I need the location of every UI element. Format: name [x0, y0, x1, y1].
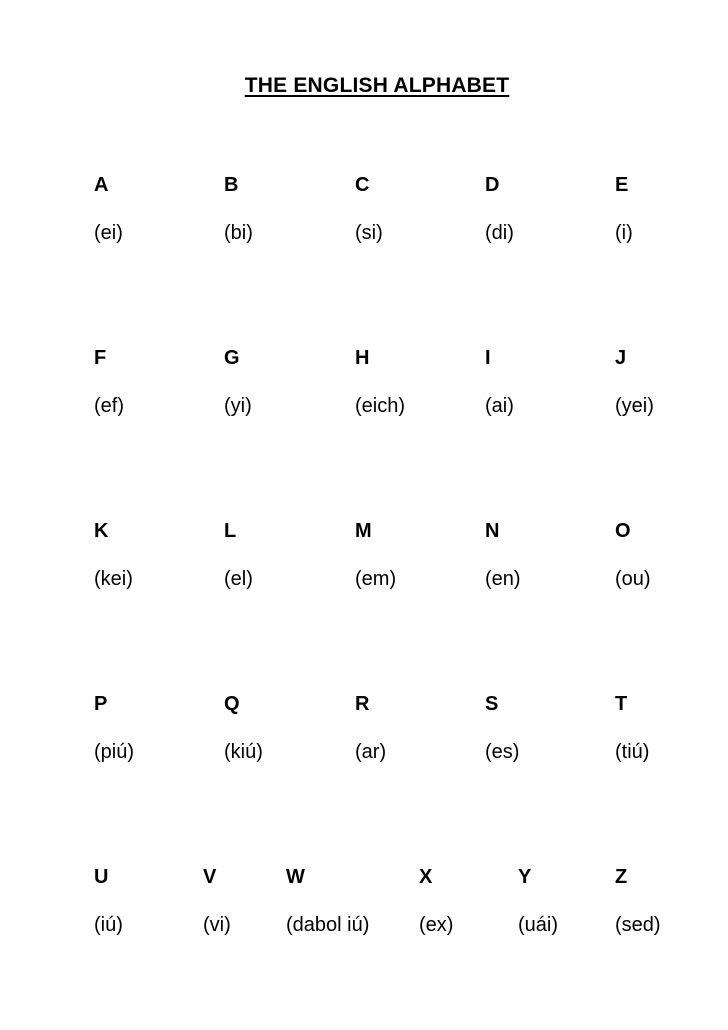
- letter: N: [485, 520, 500, 542]
- pronunciation: (dabol iú): [286, 914, 370, 936]
- pronunciation: (em): [355, 568, 397, 590]
- pronunciation: (si): [355, 222, 383, 244]
- letter: A: [94, 174, 109, 196]
- pronunciation: (ar): [355, 741, 387, 763]
- pronunciation: (ex): [419, 914, 454, 936]
- pronunciation: (i): [615, 222, 633, 244]
- letter-entry-t: [615, 694, 649, 762]
- letter-entry-m: [355, 521, 396, 589]
- letter-entry-u: [94, 867, 123, 935]
- letter-entry-o: [615, 521, 651, 589]
- pronunciation: (yi): [224, 395, 252, 417]
- pronunciation: (ou): [615, 568, 651, 590]
- pronunciation: (piú): [94, 741, 135, 763]
- letter-entry-r: [355, 694, 386, 762]
- letter-entry-d: [485, 175, 514, 243]
- letter-entry-h: [355, 348, 405, 416]
- pronunciation: (vi): [203, 914, 231, 936]
- letter: I: [485, 347, 491, 369]
- letter-entry-z: [615, 867, 661, 935]
- pronunciation: (tiú): [615, 741, 650, 763]
- letter: M: [355, 520, 372, 542]
- pronunciation: (di): [485, 222, 514, 244]
- pronunciation: (es): [485, 741, 520, 763]
- letter: T: [615, 693, 628, 715]
- letter: L: [224, 520, 237, 542]
- letter: U: [94, 866, 109, 888]
- letter-entry-e: [615, 175, 633, 243]
- letter: Y: [518, 866, 532, 888]
- letter: S: [485, 693, 499, 715]
- letter: D: [485, 174, 500, 196]
- letter: W: [286, 866, 305, 888]
- pronunciation: (eich): [355, 395, 406, 417]
- letter: J: [615, 347, 627, 369]
- letter-entry-q: [224, 694, 263, 762]
- letter: X: [419, 866, 433, 888]
- letter-entry-i: [485, 348, 514, 416]
- pronunciation: (el): [224, 568, 253, 590]
- letter-entry-f: [94, 348, 124, 416]
- letter: Z: [615, 866, 628, 888]
- letter: H: [355, 347, 370, 369]
- letter-entry-g: [224, 348, 252, 416]
- letter-entry-c: [355, 175, 383, 243]
- pronunciation: (yei): [615, 395, 654, 417]
- letter: R: [355, 693, 370, 715]
- letter-entry-j: [615, 348, 654, 416]
- letter: Q: [224, 693, 240, 715]
- pronunciation: (sed): [615, 914, 661, 936]
- pronunciation: (uái): [518, 914, 559, 936]
- pronunciation: (kiú): [224, 741, 263, 763]
- letter: B: [224, 174, 239, 196]
- letter-entry-a: [94, 175, 123, 243]
- letter-entry-b: [224, 175, 253, 243]
- letter-entry-n: [485, 521, 521, 589]
- letter: K: [94, 520, 109, 542]
- letter: O: [615, 520, 631, 542]
- pronunciation: (ef): [94, 395, 124, 417]
- pronunciation: (bi): [224, 222, 253, 244]
- letter-entry-p: [94, 694, 134, 762]
- pronunciation: (ai): [485, 395, 514, 417]
- letter: F: [94, 347, 107, 369]
- letter-entry-w: [286, 867, 369, 935]
- letter-entry-x: [419, 867, 453, 935]
- letter: V: [203, 866, 217, 888]
- pronunciation: (kei): [94, 568, 133, 590]
- pronunciation: (ei): [94, 222, 123, 244]
- letter-entry-s: [485, 694, 519, 762]
- pronunciation: (iú): [94, 914, 123, 936]
- letter-entry-v: [203, 867, 231, 935]
- letter-entry-y: [518, 867, 558, 935]
- letter: G: [224, 347, 240, 369]
- letter: E: [615, 174, 629, 196]
- page-title: THE ENGLISH ALPHABET: [244, 74, 510, 97]
- pronunciation: (en): [485, 568, 521, 590]
- letter-entry-l: [224, 521, 253, 589]
- letter-entry-k: [94, 521, 133, 589]
- letter: P: [94, 693, 108, 715]
- letter: C: [355, 174, 370, 196]
